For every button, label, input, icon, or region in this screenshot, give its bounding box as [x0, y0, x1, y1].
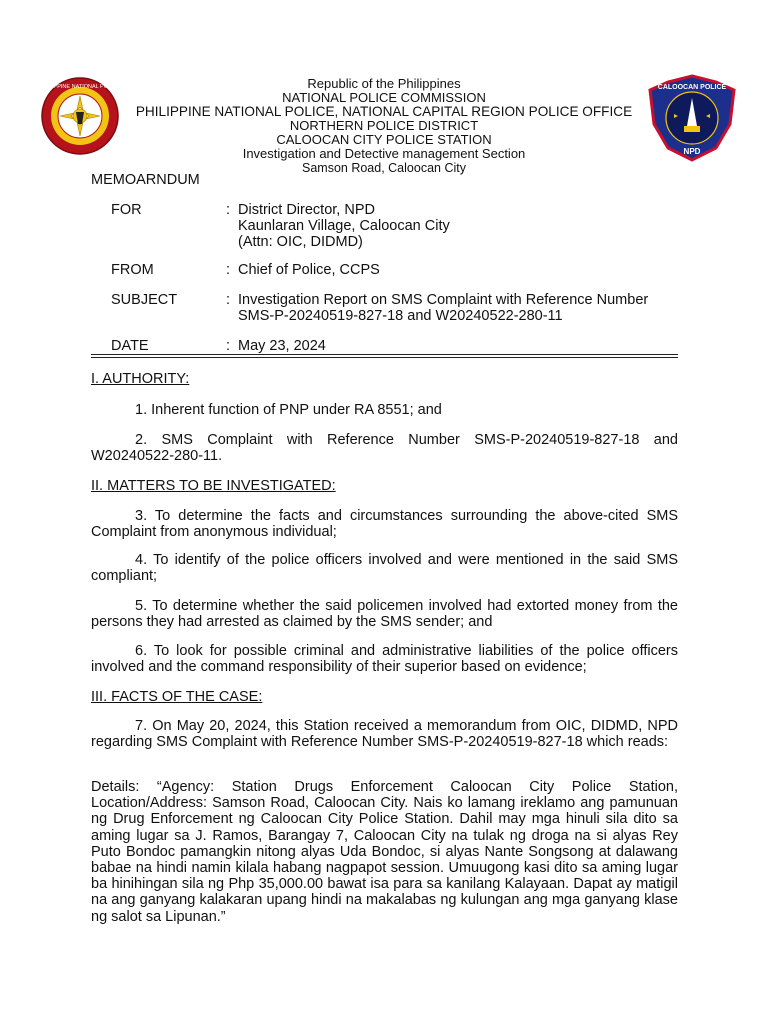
date-value: May 23, 2024 [238, 338, 326, 354]
header-rule-bottom [91, 357, 678, 358]
for-line-1: District Director, NPD [238, 202, 375, 218]
header-republic: Republic of the Philippines [307, 76, 461, 91]
subject-colon: : [226, 292, 231, 308]
logo-right-text: CALOOCAN POLICE [657, 84, 727, 91]
matters-item-4: 4. To identify of the police officers involved and were mentioned in the said SMS compliant; [91, 552, 678, 585]
memo-for-field [111, 202, 671, 252]
for-line-2: Kaunlaran Village, Caloocan City [238, 218, 450, 234]
from-value: Chief of Police, CCPS [238, 262, 380, 278]
authority-heading: I. AUTHORITY: [91, 371, 190, 387]
from-label: FROM [111, 262, 154, 278]
subject-label: SUBJECT [111, 292, 178, 308]
memo-from-field [111, 262, 671, 280]
date-colon: : [226, 338, 231, 354]
facts-heading: III. FACTS OF THE CASE: [91, 689, 263, 705]
authority-item-1: 1. Inherent function of PNP under RA 8551; and [135, 402, 442, 418]
header-npd: NORTHERN POLICE DISTRICT [289, 118, 479, 133]
matters-item-5: 5. To determine whether the said policemen involved had extorted money from the persons they had arrested as claimed by the SMS sender; and [91, 598, 678, 631]
caloocan-police-badge-logo [646, 74, 738, 162]
logo-right-sub: NPD [683, 147, 701, 156]
memo-subject-field [111, 292, 671, 326]
sms-details-quote: Details: “Agency: Station Drugs Enforcement Caloocan City Police Station, Location/Address: Samson Road, Caloocan City. Nais ko lamang ireklamo ang pamunuan ng Drug Enforcement ng Caloocan City Police Station. Dahil may mga hinuli sila dito sa aming lugar sa J. Ramos, Barangay 7, Caloocan City na tulak ng droga na si alyas Rey Puto Bondoc pamangkin nitong alyas Uda Bondoc, si alyas Nante Songsong at dalawang babae na hindi namin kilala habang nagpapot session. Umuugong kasi dito sa aming lugar ba hinihingan sila ng Php 35,000.00 bawat isa para sa kanilang Kalayaan. Dapat ay matigil na ang ganyang kalakaran upang hindi na makalabas ng kulungan ang mga ganyang klase ng salot sa Lipunan.” [91, 779, 678, 925]
from-colon: : [226, 262, 231, 278]
memo-title: MEMOARNDUM [91, 172, 200, 188]
subject-line-1: Investigation Report on SMS Complaint with Reference Number [238, 292, 649, 308]
for-colon: : [226, 202, 231, 218]
facts-item-7: 7. On May 20, 2024, this Station received a memorandum from OIC, DIDMD, NPD regarding SMS Complaint with Reference Number SMS-P-20240519-827-18 which reads: [91, 718, 678, 751]
letterhead [120, 77, 648, 175]
header-rule-top [91, 354, 678, 355]
header-address: Samson Road, Caloocan City [302, 161, 466, 175]
matters-item-3: 3. To determine the facts and circumstances surrounding the above-cited SMS Complaint from anonymous individual; [91, 508, 678, 541]
for-label: FOR [111, 202, 142, 218]
header-napolcom: NATIONAL POLICE COMMISSION [282, 90, 486, 105]
pnp-seal-logo [40, 76, 120, 156]
header-section: Investigation and Detective management Section [242, 146, 526, 161]
for-line-3: (Attn: OIC, DIDMD) [238, 234, 363, 250]
date-label: DATE [111, 338, 149, 354]
matters-item-6: 6. To look for possible criminal and administrative liabilities of the police officers involved and the command responsibility of their superior based on evidence; [91, 643, 678, 676]
matters-heading: II. MATTERS TO BE INVESTIGATED: [91, 478, 336, 494]
authority-item-2: 2. SMS Complaint with Reference Number SMS-P-20240519-827-18 and W20240522-280-11. [91, 432, 678, 465]
header-pnp-ncrpo: PHILIPPINE NATIONAL POLICE, NATIONAL CAPITAL REGION POLICE OFFICE [135, 104, 633, 119]
subject-line-2: SMS-P-20240519-827-18 and W20240522-280-11 [238, 308, 563, 324]
logo-left-text: PHILIPPINE NATIONAL POLICE [40, 84, 120, 90]
header-station: CALOOCAN CITY POLICE STATION [276, 132, 492, 147]
